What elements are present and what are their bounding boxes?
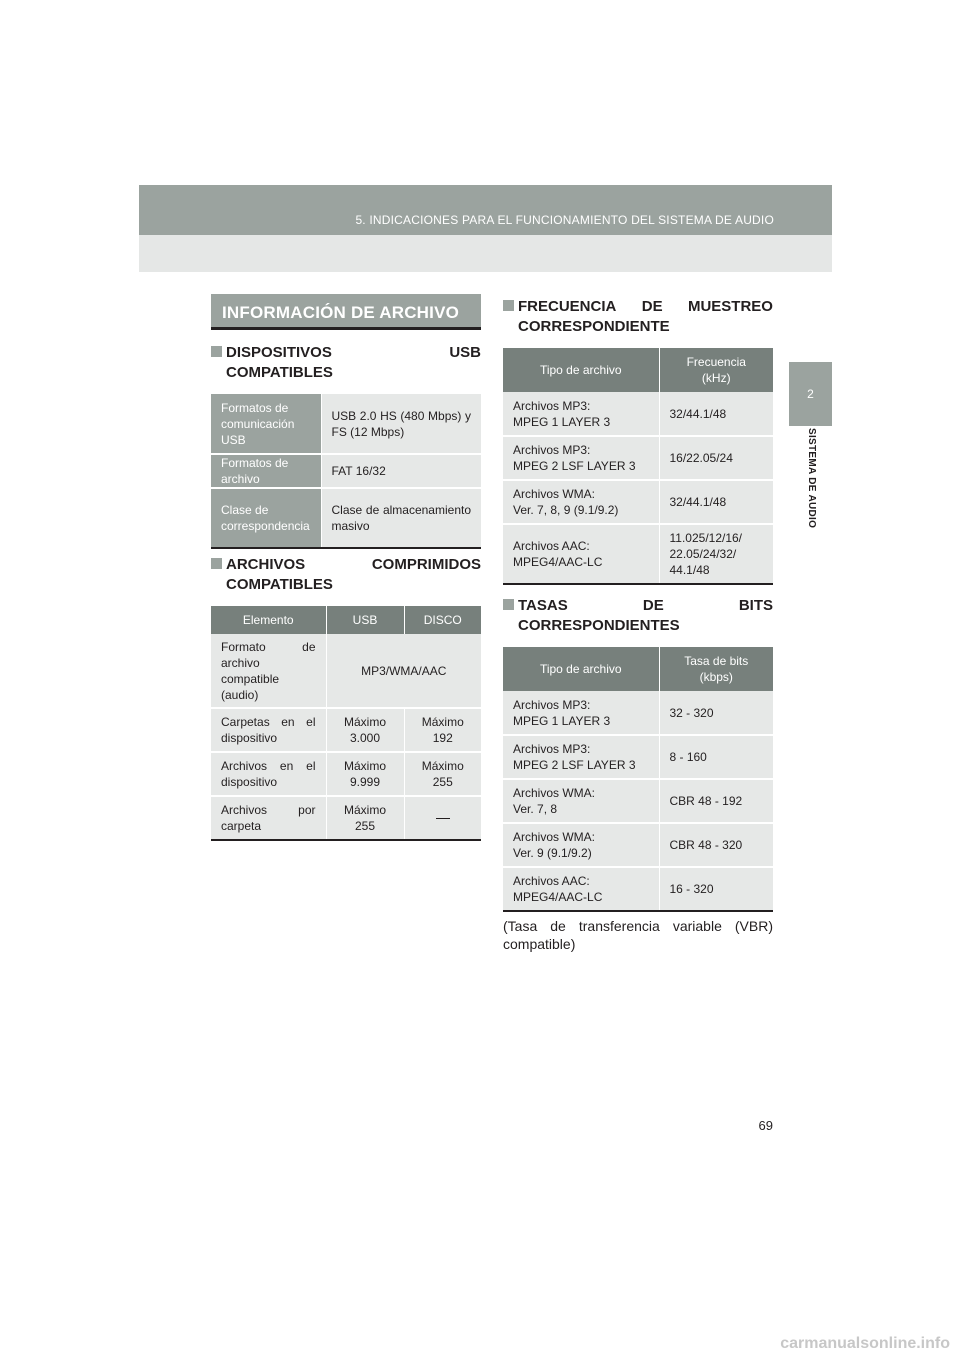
file-type: Archivos AAC: MPEG4/AAC-LC <box>503 867 659 911</box>
file-type: Archivos MP3: MPEG 1 LAYER 3 <box>503 392 659 436</box>
frequency-value: 11.025/12/16/ 22.05/24/32/ 44.1/48 <box>659 524 773 584</box>
sampling-frequency-heading: FRECUENCIA DE MUESTREO CORRESPONDIENTE <box>503 297 773 337</box>
header-bar <box>139 185 832 235</box>
square-bullet-icon <box>211 346 222 357</box>
bitrate-value: CBR 48 - 192 <box>659 779 773 823</box>
disc-value: Máximo 255 <box>404 752 481 796</box>
usb-value: Máximo 3.000 <box>326 708 404 752</box>
table-row <box>503 735 773 779</box>
frequency-value: 32/44.1/48 <box>659 480 773 524</box>
table-row <box>211 488 481 548</box>
chapter-tab-number: 2 <box>789 362 832 426</box>
compressed-files-table <box>211 606 481 841</box>
table-row <box>503 524 773 584</box>
dash-icon <box>436 818 450 819</box>
file-type: Archivos MP3: MPEG 1 LAYER 3 <box>503 691 659 735</box>
table-row <box>503 436 773 480</box>
usb-value: Máximo 9.999 <box>326 752 404 796</box>
file-type: Archivos WMA: Ver. 7, 8 <box>503 779 659 823</box>
row-item: Archivos por carpeta <box>211 796 326 840</box>
square-bullet-icon <box>503 300 514 311</box>
watermark: carmanualsonline.info <box>780 1335 950 1352</box>
bitrate-value: 16 - 320 <box>659 867 773 911</box>
table-header-row <box>503 348 773 392</box>
disc-value: Máximo 192 <box>404 708 481 752</box>
table-row <box>503 392 773 436</box>
column-header: Tipo de archivo <box>503 348 659 392</box>
frequency-value: 16/22.05/24 <box>659 436 773 480</box>
file-type: Archivos AAC: MPEG4/AAC-LC <box>503 524 659 584</box>
frequency-value: 32/44.1/48 <box>659 392 773 436</box>
bitrate-heading: TASAS DE BITS CORRESPONDIENTES <box>503 596 773 636</box>
usb-devices-table <box>211 394 481 549</box>
bitrate-value: CBR 48 - 320 <box>659 823 773 867</box>
chapter-tab-label: SISTEMA DE AUDIO <box>805 428 817 529</box>
bitrate-table <box>503 647 773 912</box>
table-row <box>211 454 481 488</box>
file-type: Archivos MP3: MPEG 2 LSF LAYER 3 <box>503 436 659 480</box>
row-value: USB 2.0 HS (480 Mbps) y FS (12 Mbps) <box>321 394 481 454</box>
table-row <box>503 823 773 867</box>
disc-value <box>404 796 481 840</box>
vbr-note: (Tasa de transferencia variable (VBR) compatible) <box>503 918 773 952</box>
table-row <box>211 796 481 840</box>
page-number: 69 <box>758 1118 773 1133</box>
file-type: Archivos WMA: Ver. 9 (9.1/9.2) <box>503 823 659 867</box>
table-row <box>503 480 773 524</box>
sampling-frequency-table <box>503 348 773 585</box>
compressed-files-heading: ARCHIVOS COMPRIMIDOS COMPATIBLES <box>211 555 481 595</box>
bitrate-value: 32 - 320 <box>659 691 773 735</box>
table-row <box>211 634 481 708</box>
table-header-row <box>211 606 481 634</box>
table-row <box>503 779 773 823</box>
column-header: Tipo de archivo <box>503 647 659 691</box>
table-row <box>503 867 773 911</box>
row-item: Archivos en el dispositivo <box>211 752 326 796</box>
column-header: Tasa de bits (kbps) <box>659 647 773 691</box>
square-bullet-icon <box>503 599 514 610</box>
table-row <box>211 394 481 454</box>
table-header-row <box>503 647 773 691</box>
row-value: FAT 16/32 <box>321 454 481 488</box>
file-type: Archivos MP3: MPEG 2 LSF LAYER 3 <box>503 735 659 779</box>
chapter-tab <box>789 428 832 568</box>
usb-value: Máximo 255 <box>326 796 404 840</box>
row-item: Formato de archivo compatible (audio) <box>211 634 326 708</box>
column-header: Elemento <box>211 606 326 634</box>
bitrate-value: 8 - 160 <box>659 735 773 779</box>
table-row <box>211 752 481 796</box>
usb-devices-heading: DISPOSITIVOS USB COMPATIBLES <box>211 343 481 383</box>
table-row <box>503 691 773 735</box>
column-header: USB <box>326 606 404 634</box>
column-header: DISCO <box>404 606 481 634</box>
section-banner: INFORMACIÓN DE ARCHIVO <box>211 294 481 330</box>
row-label: Formatos de archivo <box>211 454 321 488</box>
row-label: Clase de correspondencia <box>211 488 321 548</box>
table-row <box>211 708 481 752</box>
square-bullet-icon <box>211 558 222 569</box>
row-value: MP3/WMA/AAC <box>326 634 481 708</box>
header-subbar <box>139 235 832 272</box>
row-value: Clase de almacenamiento masivo <box>321 488 481 548</box>
column-header: Frecuencia (kHz) <box>659 348 773 392</box>
chapter-title: 5. INDICACIONES PARA EL FUNCIONAMIENTO DEL SISTEMA DE AUDIO <box>355 213 774 227</box>
row-label: Formatos de comunicación USB <box>211 394 321 454</box>
file-type: Archivos WMA: Ver. 7, 8, 9 (9.1/9.2) <box>503 480 659 524</box>
row-item: Carpetas en el dispositivo <box>211 708 326 752</box>
